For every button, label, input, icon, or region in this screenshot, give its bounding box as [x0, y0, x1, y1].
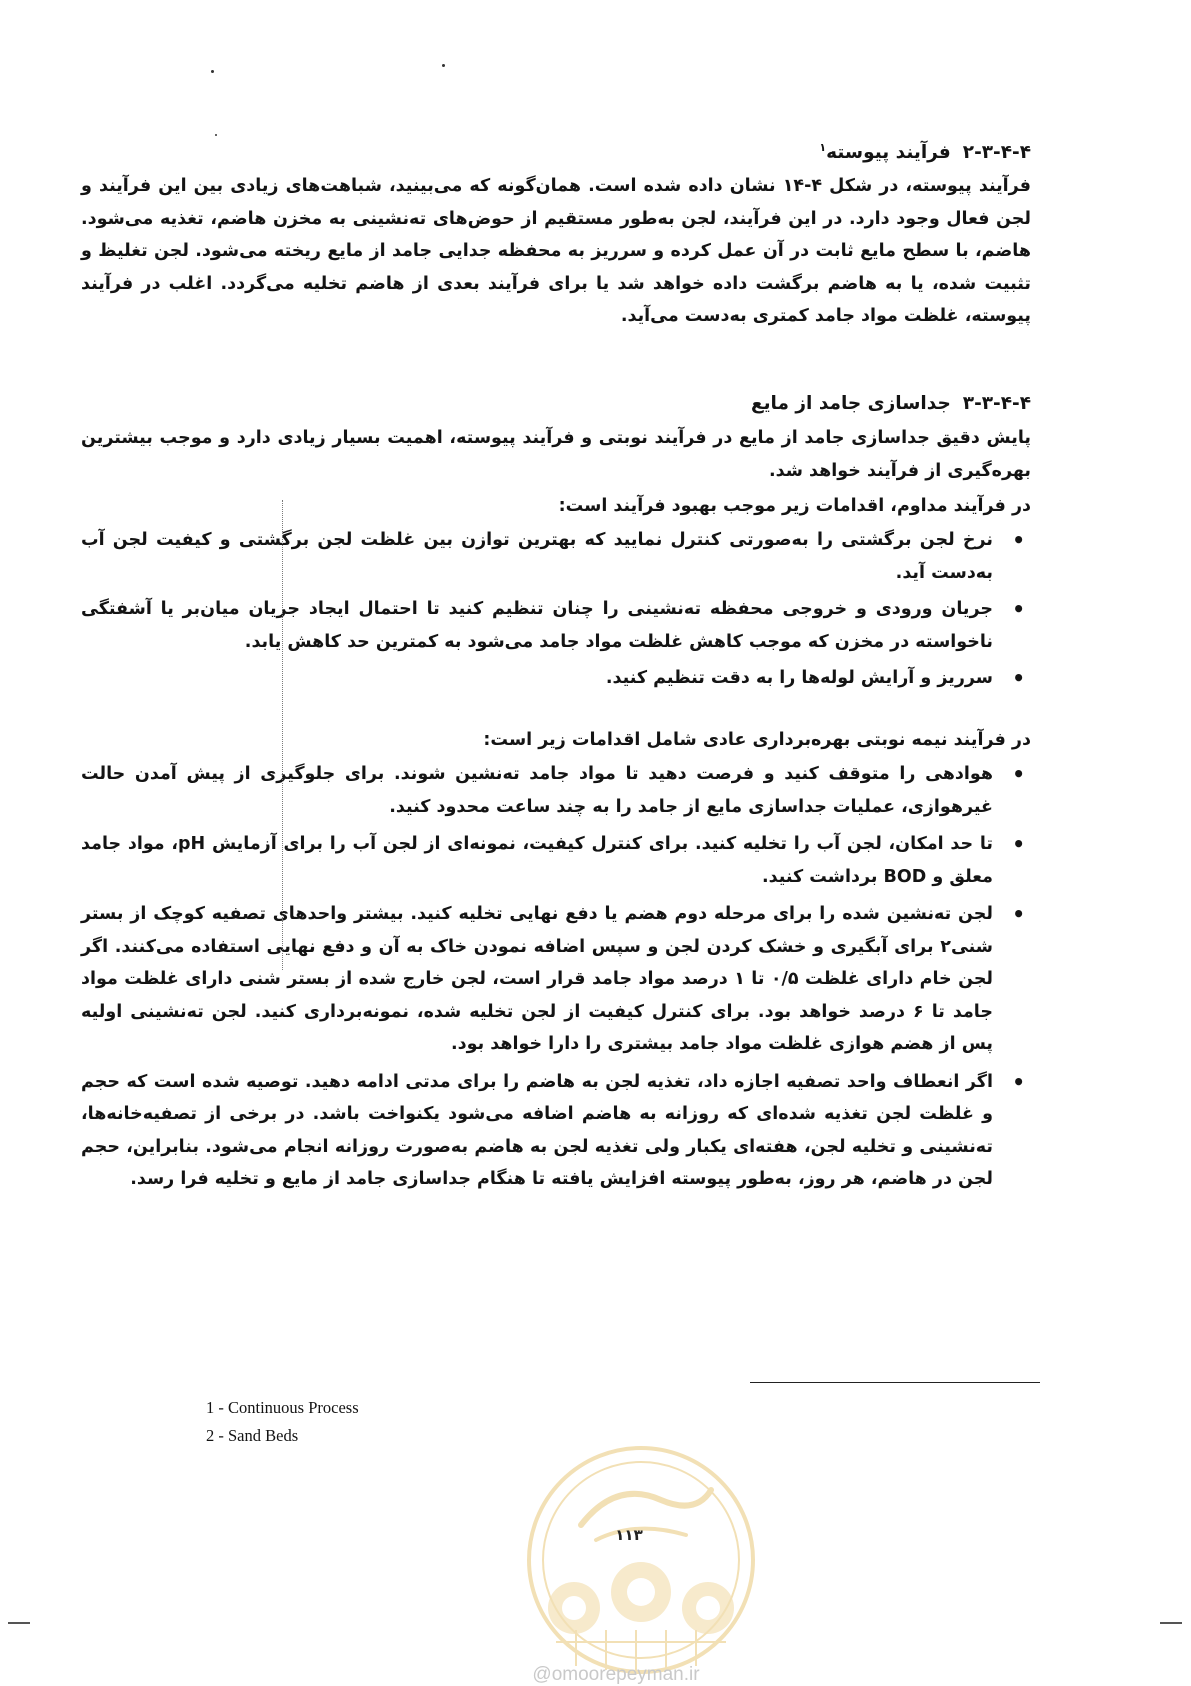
footnote-separator — [750, 1382, 1040, 1383]
footnote-ref: ۱ — [819, 141, 827, 154]
footnote-1: 1 - Continuous Process — [206, 1398, 359, 1417]
bullet-icon: • — [1012, 762, 1025, 786]
list-item — [81, 593, 1031, 658]
scan-speck — [442, 64, 445, 67]
section-heading-continuous-process — [151, 134, 1031, 167]
watermark-url: @omoorepeyman.ir — [532, 1664, 700, 1685]
list-item — [81, 524, 1031, 589]
list-item-text: اگر انعطاف واحد تصفیه اجازه داد، تغذیه لجن به هاضم را برای مدتی ادامه دهید. توصیه شده است که حجم و غلظت لجن تغذیه شده‌ای که روزانه به هاضم اضافه می‌شود یکنواخت باشد. در برخی از تصفیه‌خانه‌ها، ته‌نشینی و تخلیه لجن، هفته‌ای یکبار ولی تغذیه لجن به هاضم به‌صورت روزانه انجام می‌شود. بنابراین، حجم لجن در هاضم، هر روز، به‌طور پیوسته افزایش یافته تا هنگام جداسازی جامد از مایع و تخلیه فرا رسد. — [81, 1071, 993, 1189]
list-item — [81, 662, 1031, 695]
bullet-icon: • — [1012, 902, 1025, 926]
continuous-process-paragraph: فرآیند پیوسته، در شکل ۴-۱۴ نشان داده شده است. همان‌گونه که می‌بینید، شباهت‌های زیادی بین این فرآیند و لجن فعال وجود دارد. در این فرآیند، لجن به‌طور مستقیم از حوض‌های ته‌نشینی به مخزن هاضم، تغذیه می‌شود. هاضم، با سطح مایع ثابت در آن عمل کرده و سرریز به محفظه جدایی جامد از مایع ریخته می‌شود. لجن تغلیظ و تثبیت شده، یا به هاضم برگشت داده خواهد شد یا برای فرآیند بعدی از هاضم تخلیه می‌گردد. اغلب در فرآیند پیوسته، غلظت مواد جامد کمتری به‌دست می‌آید. — [81, 176, 1032, 326]
section-number: ۲-۳-۴-۴ — [962, 142, 1031, 164]
list-item — [81, 828, 1031, 893]
list-item — [81, 758, 1031, 823]
list-item-text: سرریز و آرایش لوله‌ها را به دقت تنظیم کنید. — [605, 668, 993, 688]
page-number: ۱۱۳ — [615, 1526, 643, 1544]
section-title: فرآیند پیوسته — [826, 142, 951, 164]
semibatch-intro: در فرآیند نیمه نوبتی بهره‌برداری عادی شامل اقدامات زیر است: — [483, 730, 1031, 750]
list-item — [81, 1066, 1031, 1196]
list-item-text: نرخ لجن برگشتی را به‌صورتی کنترل نمایید که بهترین توازن بین غلظت لجن برگشتی و کیفیت لجن آب به‌دست آید. — [81, 530, 993, 583]
bullet-icon: • — [1012, 1069, 1025, 1094]
bullet-icon: • — [1012, 528, 1025, 552]
continuous-intro: در فرآیند مداوم، اقدامات زیر موجب بهبود فرآیند است: — [558, 496, 1031, 516]
section-title: جداسازی جامد از مایع — [750, 393, 951, 414]
list-item-text: جریان ورودی و خروجی محفظه ته‌نشینی را چنان تنظیم کنید تا احتمال ایجاد جریان میان‌بر یا آشفتگی ناخواسته در مخزن که موجب کاهش غلظت مواد جامد می‌شود به کمترین حد کاهش یابد. — [81, 599, 993, 652]
watermark-logo-icon — [486, 1430, 796, 1680]
bullet-icon: • — [1012, 666, 1025, 690]
bullet-icon: • — [1012, 597, 1025, 621]
edge-mark-left — [8, 1622, 30, 1624]
section-heading-solid-liquid-separation — [151, 390, 1031, 418]
bullet-icon: • — [1012, 832, 1025, 856]
footnote-2: 2 - Sand Beds — [206, 1426, 299, 1445]
edge-mark-right — [1160, 1622, 1182, 1624]
list-item-text: هوادهی را متوقف کنید و فرصت دهید تا مواد جامد ته‌نشین شوند. برای جلوگیری از پیش آمدن حالت غیرهوازی، عملیات جداسازی مایع از جامد را به چند ساعت محدود کنید. — [81, 764, 993, 817]
list-item-text: تا حد امکان، لجن آب را تخلیه کنید. برای کنترل کیفیت، نمونه‌ای از لجن آب را برای آزمایش pH، مواد جامد معلق و BOD برداشت کنید. — [81, 834, 993, 887]
scan-fold-line — [282, 500, 283, 970]
continuous-bullet-list — [81, 524, 1031, 695]
scan-speck — [211, 70, 214, 73]
section-number: ۳-۳-۴-۴ — [962, 393, 1031, 414]
semibatch-bullet-list — [81, 758, 1031, 1196]
list-item-text: لجن ته‌نشین شده را برای مرحله دوم هضم یا دفع نهایی تخلیه کنید. بیشتر واحدهای تصفیه کوچک از بستر شنی۲ برای آبگیری و خشک کردن لجن و سپس اضافه نمودن خاک به آن و دفع نهایی استفاده می‌کنند. اگر لجن خام دارای غلظت ۰/۵ تا ۱ درصد مواد جامد قرار است، لجن خارج شده از بستر شنی دارای غلظت مواد جامد تا ۶ درصد خواهد بود. برای کنترل کیفیت از لجن تخلیه شده، نمونه‌برداری کنید. لجن ته‌نشینی اولیه پس از هضم هوازی غلظت مواد جامد بیشتری را دارا خواهد بود. — [81, 904, 994, 1054]
list-item — [81, 898, 1031, 1061]
separation-paragraph: پایش دقیق جداسازی جامد از مایع در فرآیند نوبتی و فرآیند پیوسته، اهمیت بسیار زیادی دارد و موجب بیشترین بهره‌گیری از فرآیند خواهد شد. — [81, 428, 1031, 481]
